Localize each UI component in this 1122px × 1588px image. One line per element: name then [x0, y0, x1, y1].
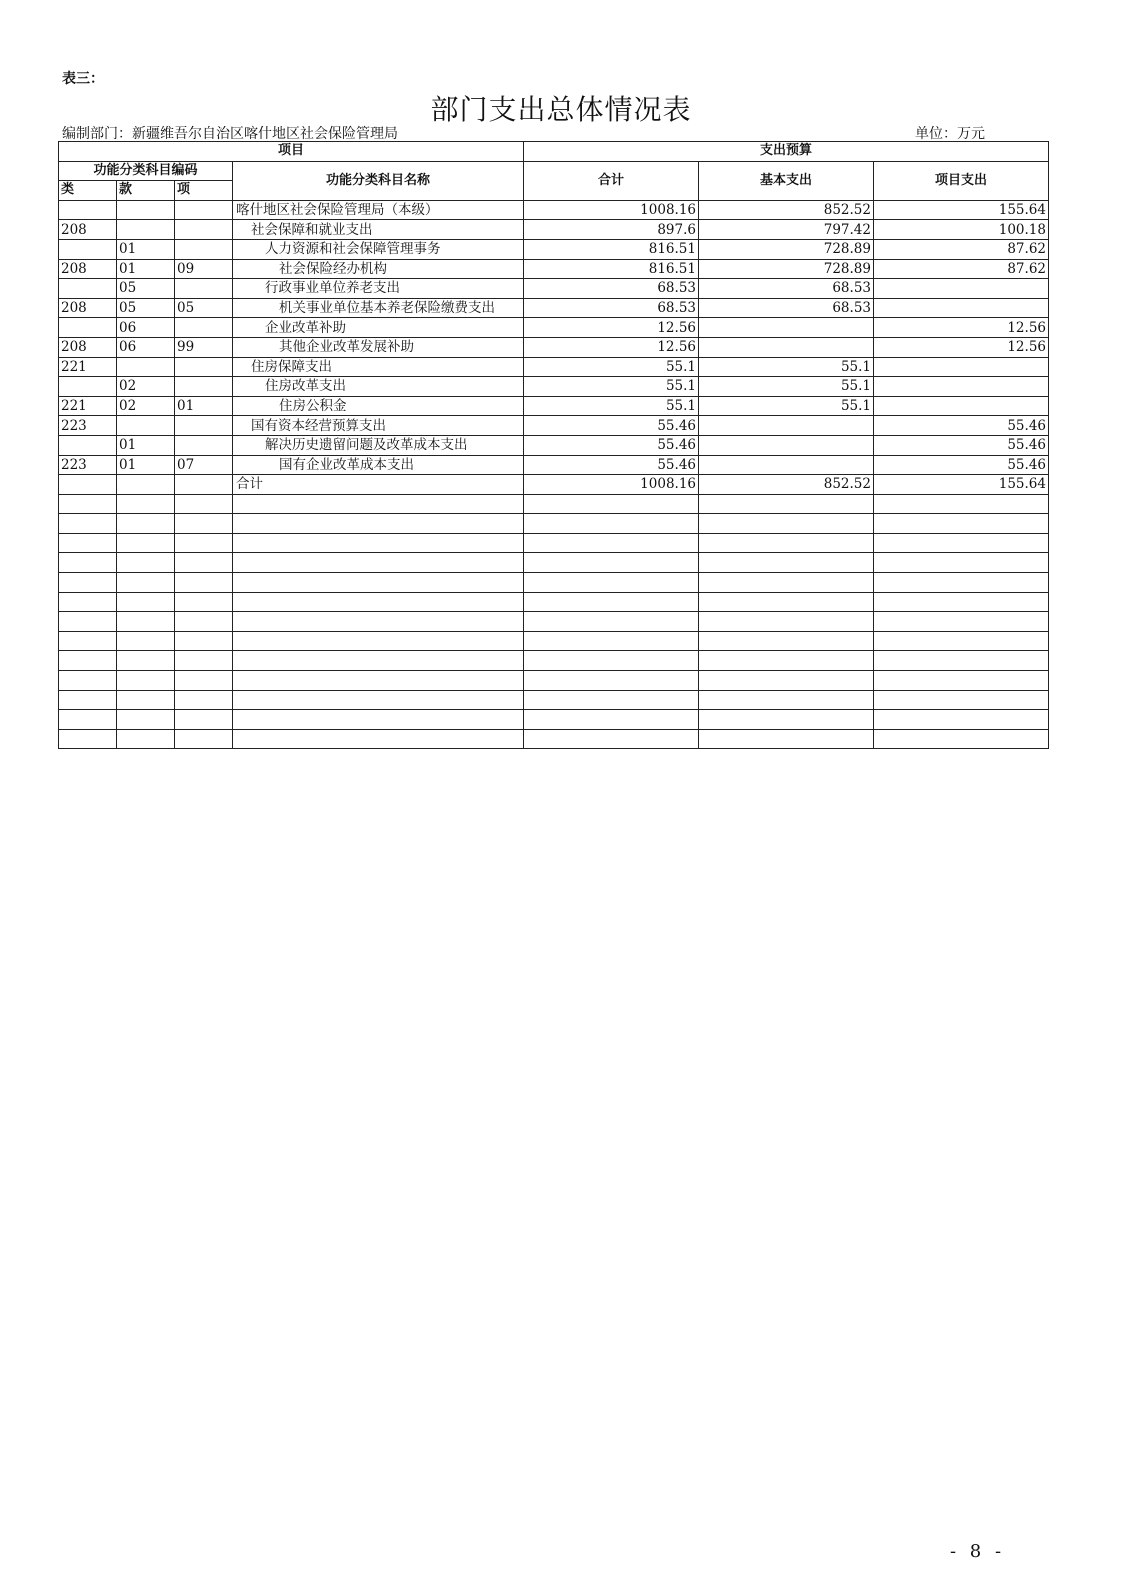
empty-cell — [233, 631, 524, 651]
page-number: - 8 - — [950, 1541, 1006, 1562]
empty-row — [59, 612, 1049, 632]
empty-cell — [117, 671, 175, 691]
department-line: 编制部门：新疆维吾尔自治区喀什地区社会保险管理局 — [62, 126, 398, 142]
cell-kuan: 05 — [117, 279, 175, 299]
cell-project — [874, 396, 1049, 416]
empty-cell — [117, 729, 175, 749]
empty-cell — [699, 690, 874, 710]
empty-row — [59, 631, 1049, 651]
cell-basic: 797.42 — [699, 220, 874, 240]
empty-cell — [59, 573, 117, 593]
table-row — [59, 435, 1049, 455]
empty-row — [59, 573, 1049, 593]
page-title: 部门支出总体情况表 — [430, 93, 692, 126]
cell-lei: 208 — [59, 259, 117, 279]
cell-total: 55.46 — [524, 416, 699, 436]
empty-cell — [524, 494, 699, 514]
empty-cell — [874, 729, 1049, 749]
cell-xiang: 01 — [175, 396, 233, 416]
empty-cell — [175, 690, 233, 710]
cell-basic: 55.1 — [699, 357, 874, 377]
cell-kuan: 06 — [117, 318, 175, 338]
cell-kuan: 01 — [117, 239, 175, 259]
empty-cell — [874, 533, 1049, 553]
cell-name: 机关事业单位基本养老保险缴费支出 — [233, 298, 524, 318]
empty-cell — [233, 651, 524, 671]
empty-cell — [117, 690, 175, 710]
empty-cell — [699, 494, 874, 514]
empty-cell — [699, 729, 874, 749]
empty-cell — [233, 729, 524, 749]
cell-kuan: 02 — [117, 377, 175, 397]
cell-project — [874, 357, 1049, 377]
empty-cell — [117, 592, 175, 612]
table-row — [59, 337, 1049, 357]
cell-basic: 728.89 — [699, 239, 874, 259]
cell-lei — [59, 435, 117, 455]
table-row — [59, 279, 1049, 299]
cell-name: 行政事业单位养老支出 — [233, 279, 524, 299]
cell-basic — [699, 318, 874, 338]
cell-lei: 208 — [59, 298, 117, 318]
empty-cell — [233, 494, 524, 514]
empty-cell — [117, 533, 175, 553]
cell-basic — [699, 435, 874, 455]
cell-project — [874, 279, 1049, 299]
cell-project: 87.62 — [874, 259, 1049, 279]
cell-kuan: 01 — [117, 455, 175, 475]
cell-total: 55.1 — [524, 377, 699, 397]
empty-cell — [59, 710, 117, 730]
empty-cell — [524, 592, 699, 612]
empty-cell — [175, 729, 233, 749]
empty-cell — [874, 710, 1049, 730]
empty-cell — [524, 612, 699, 632]
cell-name: 社会保障和就业支出 — [233, 220, 524, 240]
empty-cell — [699, 612, 874, 632]
empty-row — [59, 671, 1049, 691]
cell-project: 100.18 — [874, 220, 1049, 240]
cell-lei: 223 — [59, 455, 117, 475]
cell-total: 1008.16 — [524, 475, 699, 495]
empty-cell — [117, 651, 175, 671]
empty-cell — [59, 612, 117, 632]
empty-cell — [699, 592, 874, 612]
cell-project: 12.56 — [874, 318, 1049, 338]
empty-cell — [59, 651, 117, 671]
cell-kuan — [117, 357, 175, 377]
empty-cell — [175, 671, 233, 691]
cell-name: 住房改革支出 — [233, 377, 524, 397]
cell-name: 合计 — [233, 475, 524, 495]
empty-cell — [699, 533, 874, 553]
empty-cell — [524, 514, 699, 534]
table-row — [59, 220, 1049, 240]
table-row — [59, 377, 1049, 397]
empty-cell — [117, 514, 175, 534]
empty-cell — [874, 651, 1049, 671]
empty-cell — [233, 592, 524, 612]
table-row — [59, 259, 1049, 279]
cell-xiang — [175, 475, 233, 495]
cell-xiang — [175, 377, 233, 397]
table-row — [59, 239, 1049, 259]
empty-cell — [59, 729, 117, 749]
cell-name: 社会保险经办机构 — [233, 259, 524, 279]
header-name: 功能分类科目名称 — [233, 161, 524, 200]
empty-cell — [117, 710, 175, 730]
empty-cell — [524, 573, 699, 593]
empty-cell — [59, 553, 117, 573]
empty-cell — [59, 592, 117, 612]
empty-cell — [524, 553, 699, 573]
empty-cell — [699, 651, 874, 671]
empty-row — [59, 651, 1049, 671]
empty-cell — [524, 533, 699, 553]
header-total: 合计 — [524, 161, 699, 200]
cell-basic: 68.53 — [699, 279, 874, 299]
empty-cell — [874, 631, 1049, 651]
header-item: 项目 — [59, 142, 524, 162]
empty-cell — [117, 494, 175, 514]
empty-cell — [524, 631, 699, 651]
cell-total: 1008.16 — [524, 200, 699, 220]
cell-project: 55.46 — [874, 416, 1049, 436]
empty-cell — [175, 651, 233, 671]
empty-row — [59, 533, 1049, 553]
cell-xiang — [175, 357, 233, 377]
cell-basic — [699, 416, 874, 436]
cell-kuan: 01 — [117, 259, 175, 279]
cell-basic: 68.53 — [699, 298, 874, 318]
empty-cell — [233, 573, 524, 593]
cell-name: 国有资本经营预算支出 — [233, 416, 524, 436]
cell-lei: 221 — [59, 357, 117, 377]
empty-cell — [874, 612, 1049, 632]
cell-basic — [699, 455, 874, 475]
cell-lei: 208 — [59, 220, 117, 240]
table-row — [59, 475, 1049, 495]
empty-cell — [874, 514, 1049, 534]
empty-cell — [524, 651, 699, 671]
cell-lei — [59, 239, 117, 259]
cell-kuan — [117, 200, 175, 220]
cell-project: 12.56 — [874, 337, 1049, 357]
cell-basic: 55.1 — [699, 377, 874, 397]
empty-cell — [699, 671, 874, 691]
cell-kuan: 02 — [117, 396, 175, 416]
empty-cell — [233, 710, 524, 730]
empty-cell — [874, 573, 1049, 593]
cell-project: 55.46 — [874, 435, 1049, 455]
cell-name: 解决历史遗留问题及改革成本支出 — [233, 435, 524, 455]
empty-row — [59, 729, 1049, 749]
cell-total: 12.56 — [524, 337, 699, 357]
expenditure-table — [58, 141, 1049, 749]
empty-row — [59, 553, 1049, 573]
empty-row — [59, 710, 1049, 730]
cell-total: 55.46 — [524, 435, 699, 455]
cell-lei — [59, 200, 117, 220]
cell-total: 816.51 — [524, 259, 699, 279]
empty-cell — [874, 494, 1049, 514]
cell-xiang — [175, 435, 233, 455]
header-budget: 支出预算 — [524, 142, 1049, 162]
cell-total: 12.56 — [524, 318, 699, 338]
empty-cell — [699, 514, 874, 534]
empty-cell — [699, 710, 874, 730]
cell-name: 喀什地区社会保险管理局（本级） — [233, 200, 524, 220]
cell-total: 68.53 — [524, 279, 699, 299]
cell-xiang: 05 — [175, 298, 233, 318]
cell-lei: 221 — [59, 396, 117, 416]
table-row — [59, 416, 1049, 436]
unit-line: 单位：万元 — [915, 126, 985, 142]
cell-name: 住房公积金 — [233, 396, 524, 416]
empty-cell — [175, 514, 233, 534]
empty-cell — [175, 631, 233, 651]
empty-cell — [175, 533, 233, 553]
cell-total: 816.51 — [524, 239, 699, 259]
empty-cell — [874, 690, 1049, 710]
empty-cell — [59, 494, 117, 514]
cell-total: 55.1 — [524, 357, 699, 377]
cell-basic — [699, 337, 874, 357]
empty-cell — [233, 533, 524, 553]
empty-cell — [524, 729, 699, 749]
cell-total: 68.53 — [524, 298, 699, 318]
cell-basic: 852.52 — [699, 475, 874, 495]
table-row — [59, 200, 1049, 220]
empty-row — [59, 690, 1049, 710]
table-row — [59, 298, 1049, 318]
cell-kuan: 05 — [117, 298, 175, 318]
cell-project: 55.46 — [874, 455, 1049, 475]
empty-cell — [699, 573, 874, 593]
cell-project: 87.62 — [874, 239, 1049, 259]
header-kuan: 款 — [117, 181, 175, 201]
empty-cell — [59, 533, 117, 553]
cell-kuan — [117, 220, 175, 240]
table-row — [59, 455, 1049, 475]
cell-project — [874, 377, 1049, 397]
empty-cell — [233, 690, 524, 710]
cell-xiang: 07 — [175, 455, 233, 475]
cell-xiang: 09 — [175, 259, 233, 279]
empty-cell — [59, 690, 117, 710]
empty-cell — [175, 573, 233, 593]
cell-lei — [59, 318, 117, 338]
cell-project: 155.64 — [874, 200, 1049, 220]
cell-name: 企业改革补助 — [233, 318, 524, 338]
empty-cell — [874, 592, 1049, 612]
cell-lei — [59, 279, 117, 299]
cell-xiang — [175, 239, 233, 259]
empty-cell — [117, 612, 175, 632]
cell-kuan: 06 — [117, 337, 175, 357]
header-lei: 类 — [59, 181, 117, 201]
empty-cell — [117, 553, 175, 573]
cell-basic: 55.1 — [699, 396, 874, 416]
cell-name: 国有企业改革成本支出 — [233, 455, 524, 475]
cell-name: 其他企业改革发展补助 — [233, 337, 524, 357]
empty-cell — [175, 710, 233, 730]
empty-cell — [874, 671, 1049, 691]
empty-row — [59, 592, 1049, 612]
empty-row — [59, 494, 1049, 514]
cell-xiang — [175, 220, 233, 240]
empty-cell — [117, 631, 175, 651]
empty-cell — [233, 514, 524, 534]
cell-xiang — [175, 279, 233, 299]
table-row — [59, 318, 1049, 338]
cell-total: 55.46 — [524, 455, 699, 475]
cell-total: 55.1 — [524, 396, 699, 416]
cell-lei: 208 — [59, 337, 117, 357]
cell-kuan — [117, 416, 175, 436]
cell-project: 155.64 — [874, 475, 1049, 495]
cell-name: 住房保障支出 — [233, 357, 524, 377]
empty-cell — [524, 690, 699, 710]
cell-kuan: 01 — [117, 435, 175, 455]
empty-cell — [59, 514, 117, 534]
header-project: 项目支出 — [874, 161, 1049, 200]
cell-xiang: 99 — [175, 337, 233, 357]
table-row — [59, 396, 1049, 416]
empty-cell — [699, 553, 874, 573]
cell-lei — [59, 377, 117, 397]
table-row — [59, 357, 1049, 377]
header-code-group: 功能分类科目编码 — [59, 161, 233, 181]
empty-cell — [524, 710, 699, 730]
cell-basic: 852.52 — [699, 200, 874, 220]
cell-kuan — [117, 475, 175, 495]
cell-xiang — [175, 200, 233, 220]
empty-cell — [175, 592, 233, 612]
cell-total: 897.6 — [524, 220, 699, 240]
empty-cell — [233, 553, 524, 573]
header-row-2 — [59, 161, 1049, 181]
cell-lei: 223 — [59, 416, 117, 436]
header-basic: 基本支出 — [699, 161, 874, 200]
empty-cell — [233, 612, 524, 632]
cell-xiang — [175, 318, 233, 338]
empty-cell — [874, 553, 1049, 573]
cell-lei — [59, 475, 117, 495]
cell-project — [874, 298, 1049, 318]
empty-cell — [175, 612, 233, 632]
empty-cell — [233, 671, 524, 691]
header-xiang: 项 — [175, 181, 233, 201]
cell-xiang — [175, 416, 233, 436]
cell-basic: 728.89 — [699, 259, 874, 279]
empty-cell — [524, 671, 699, 691]
empty-cell — [175, 553, 233, 573]
empty-cell — [699, 631, 874, 651]
empty-cell — [59, 671, 117, 691]
cell-name: 人力资源和社会保障管理事务 — [233, 239, 524, 259]
header-row-1 — [59, 142, 1049, 162]
empty-cell — [175, 494, 233, 514]
empty-cell — [117, 573, 175, 593]
table-label: 表三： — [62, 71, 104, 87]
empty-cell — [59, 631, 117, 651]
empty-row — [59, 514, 1049, 534]
